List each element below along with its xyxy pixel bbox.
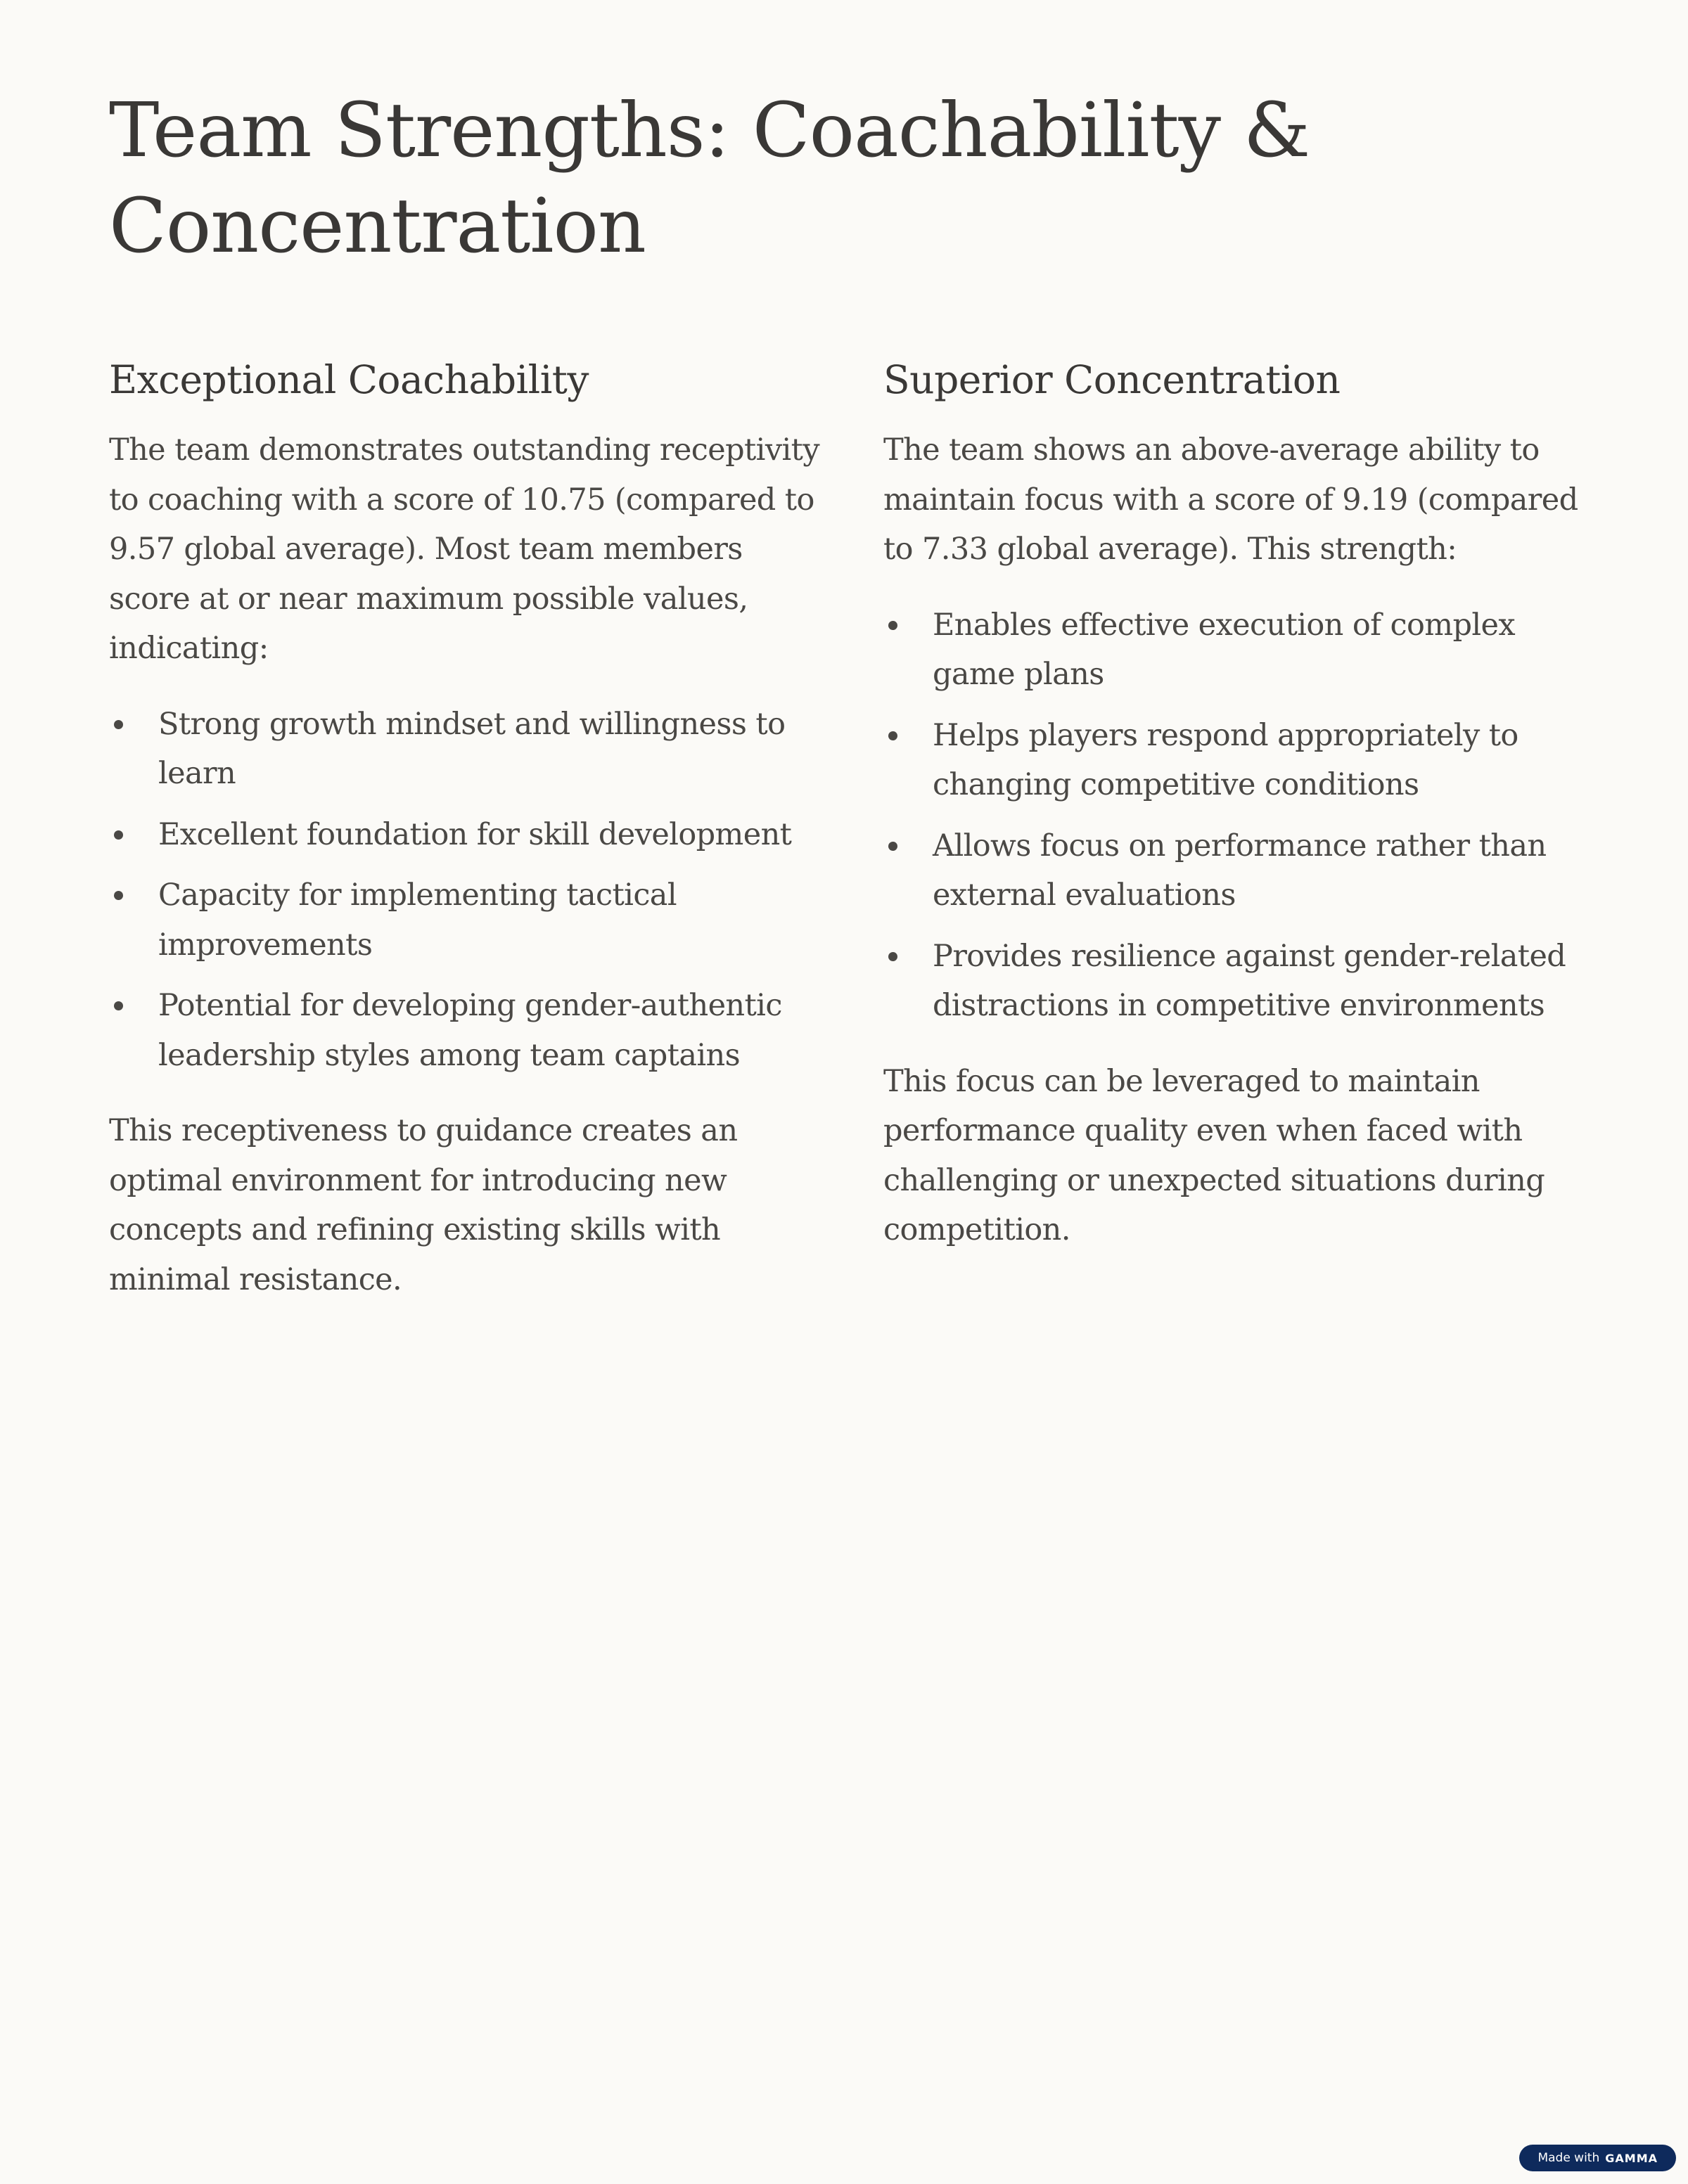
list-item-text: Capacity for implementing tactical improvements <box>158 878 677 963</box>
list-item-text: Potential for developing gender-authentic leadership styles among team captains <box>158 988 782 1073</box>
list-item-text: Provides resilience against gender-related distractions in competitive environments <box>933 938 1566 1023</box>
list-item-text: Strong growth mindset and willingness to learn <box>158 706 786 791</box>
list-item <box>883 932 1601 1031</box>
coachability-list <box>109 700 826 1081</box>
list-item-text: Enables effective execution of complex game plans <box>933 607 1516 692</box>
list-item <box>109 871 826 970</box>
list-item <box>109 810 826 860</box>
concentration-section <box>883 348 1601 1255</box>
badge-prefix: Made with <box>1537 2151 1600 2165</box>
list-item <box>883 821 1601 920</box>
list-item-text: Helps players respond appropriately to changing competitive conditions <box>933 717 1518 802</box>
concentration-heading: Superior Concentration <box>883 357 1341 402</box>
bullet-icon <box>888 952 897 961</box>
bullet-icon <box>114 891 123 900</box>
list-item-text: Excellent foundation for skill development <box>158 816 792 852</box>
coachability-section <box>109 348 826 1304</box>
concentration-list <box>883 600 1601 1031</box>
bullet-icon <box>888 621 897 630</box>
made-with-gamma-badge[interactable] <box>1519 2145 1676 2171</box>
bullet-icon <box>114 720 123 729</box>
concentration-outro: This focus can be leveraged to maintain performance quality even when faced with challenging or unexpected situations during competition. <box>883 1063 1545 1247</box>
list-item-text: Allows focus on performance rather than external evaluations <box>933 828 1547 913</box>
concentration-intro: The team shows an above-average ability to maintain focus with a score of 9.19 (compared to 7.33 global average). This strength: <box>883 432 1578 567</box>
page-title: Team Strengths: Coachability & Concentration <box>109 87 1310 270</box>
bullet-icon <box>888 842 897 851</box>
bullet-icon <box>114 830 123 840</box>
list-item <box>109 981 826 1080</box>
list-item <box>883 600 1601 700</box>
list-item <box>109 700 826 799</box>
gamma-logo: GAMMA <box>1605 2151 1658 2165</box>
coachability-outro: This receptiveness to guidance creates an optimal environment for introducing new concepts and refining existing skills with minimal resistance. <box>109 1113 738 1297</box>
list-item <box>883 711 1601 810</box>
bullet-icon <box>114 1001 123 1010</box>
coachability-intro: The team demonstrates outstanding receptivity to coaching with a score of 10.75 (compared to 9.57 global average). Most team members score at or near maximum possible values, indicating: <box>109 432 820 666</box>
coachability-heading: Exceptional Coachability <box>109 357 589 402</box>
bullet-icon <box>888 731 897 740</box>
